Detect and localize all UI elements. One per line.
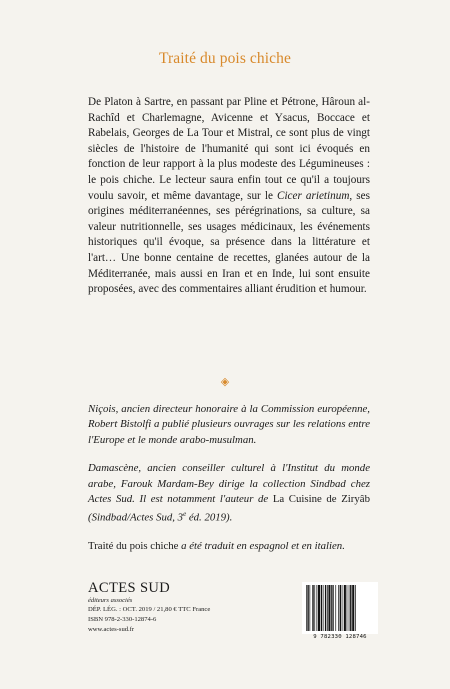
- barcode-bar: [349, 585, 350, 631]
- barcode-bar: [342, 585, 343, 631]
- publisher-block: [88, 581, 210, 634]
- barcode-bar: [335, 585, 336, 631]
- barcode-bar: [312, 585, 313, 631]
- publisher-logo: ACTES SUD: [88, 580, 171, 596]
- blurb-latin-name: Cicer arietinum: [276, 189, 350, 202]
- bio2-book-title: La Cuisine de Ziryâb: [272, 493, 370, 506]
- author-bios: [88, 402, 370, 568]
- barcode-bar: [352, 585, 354, 631]
- barcode-bar: [338, 585, 339, 631]
- publisher-website: www.actes-sud.fr: [88, 625, 135, 633]
- isbn: ISBN 978-2-330-12874-6: [88, 615, 157, 623]
- barcode-bar: [318, 585, 320, 631]
- translation-text: a été traduit en espagnol et en italien.: [178, 540, 345, 553]
- publisher-subtitle: éditeurs associés: [88, 597, 133, 604]
- author-bio-mardam-bey: [88, 461, 370, 526]
- barcode-bar: [347, 585, 348, 631]
- barcode-bar: [333, 585, 334, 631]
- book-title: Traité du pois chiche: [159, 50, 291, 67]
- bio2-sup: e: [183, 510, 187, 519]
- bio2-end: éd. 2019).: [186, 512, 233, 525]
- blurb-text-2: , ses origines méditerranéennes, ses pérégrinations, sa culture, sa valeur nutritionnelle, ses usages médicinaux, les événements historiques qu'il évoque, sa présence dans la littérature et l'art… Une bonne centaine de recettes, glanées autour de la Méditerranée, mais aussi en Iran et en Inde, lui sont ensuite proposées, avec des commentaires alliant érudition et humour.: [88, 189, 370, 296]
- barcode-bar: [344, 585, 346, 631]
- barcode-bar: [355, 585, 356, 631]
- translation-book-title: Traité du pois chiche: [88, 540, 179, 553]
- barcode-bar: [327, 585, 328, 631]
- back-cover-blurb: [88, 95, 370, 298]
- barcode-bar: [340, 585, 341, 631]
- barcode-bar: [328, 585, 330, 631]
- blurb-text-1: De Platon à Sartre, en passant par Pline et Pétrone, Hâroun al-Rachîd et Charlemagne, Avicenne et Ysacus, Boccace et Rabelais, Georges de La Tour et Mistral, ce sont plus de vingt siècles de l'histoire de l'humanité qui sont ici évoqués en fonction de leur rapport à la plus modeste des Légumineuses : le pois chiche. Le lecteur saura enfin tout ce qu'il a toujours voulu savoir, et même davantage, sur le: [88, 96, 370, 202]
- barcode-bar: [331, 585, 332, 631]
- barcode-bar: [325, 585, 326, 631]
- barcode-bar: [321, 585, 322, 631]
- barcode-number: 9 782330 128746: [313, 634, 367, 640]
- author-bio-bistolfi: Niçois, ancien directeur honoraire à la Commission européenne, Robert Bistolfi a publié plusieurs ouvrages sur les relations entre l'Europe et le monde arabo-musulman.: [88, 403, 370, 446]
- bio2-text: Damascène, ancien conseiller culturel à l'Institut du monde arabe, Farouk Mardam-Bey dirige la collection Sindbad chez Actes Sud. Il est notamment l'auteur de: [88, 462, 370, 506]
- translation-note: [88, 539, 370, 554]
- barcode-bar: [323, 585, 324, 631]
- diamond-ornament-icon: ◈: [220, 376, 230, 388]
- barcode-bar: [317, 585, 318, 631]
- barcode-bar: [306, 585, 307, 631]
- barcode-bar: [310, 585, 311, 631]
- barcode-bar: [314, 585, 315, 631]
- barcode-bar: [350, 585, 351, 631]
- bio2-after: (Sindbad/Actes Sud, 3: [88, 512, 184, 525]
- barcode-bar: [307, 585, 308, 631]
- barcode-graphic: [302, 582, 378, 634]
- barcode-icon: [302, 582, 378, 634]
- legal-deposit-price: DÉP. LÉG. : OCT. 2019 / 21,80 € TTC France: [88, 606, 211, 613]
